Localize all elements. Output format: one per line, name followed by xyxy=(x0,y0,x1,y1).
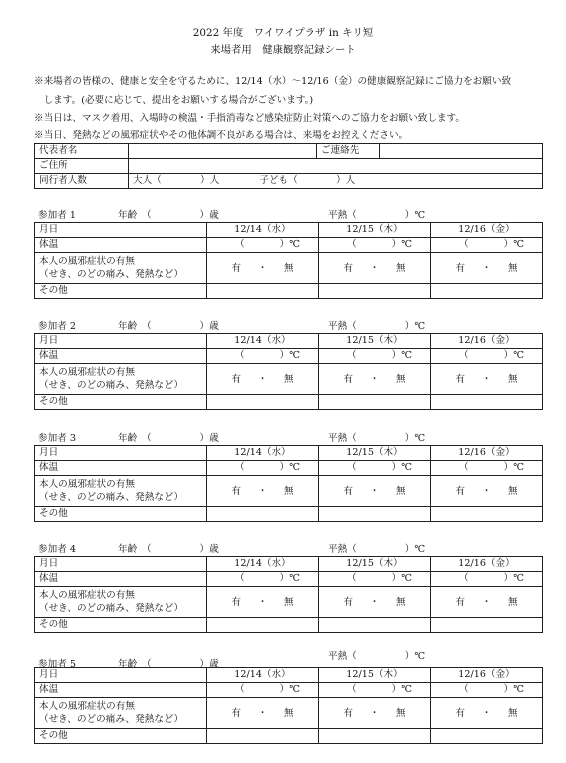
children-count-field[interactable]: 子ども（ ）人 xyxy=(259,175,356,186)
symptom-choice[interactable] xyxy=(431,364,543,395)
temp-close-paren: ）℃ xyxy=(279,350,300,361)
date-1216: 12/16（金） xyxy=(431,223,543,238)
temp-row-label: 体温 xyxy=(35,683,207,698)
participant-table xyxy=(34,333,543,410)
date-1215: 12/15（木） xyxy=(319,334,431,349)
participant-table xyxy=(34,445,543,522)
symptom-yes-option[interactable]: 有 xyxy=(343,373,353,385)
symptom-yes-option[interactable]: 有 xyxy=(455,707,465,719)
companions-label: 同行者人数 xyxy=(35,174,129,189)
participant-table xyxy=(34,222,543,299)
symptom-row-label xyxy=(35,253,207,284)
symptom-label-line1: 本人の風邪症状の有無 xyxy=(39,701,135,712)
symptom-choice[interactable] xyxy=(207,698,319,729)
symptom-no-option[interactable]: 無 xyxy=(508,707,518,719)
date-1214: 12/14（水） xyxy=(207,334,319,349)
note-line-2: します。(必要に応じて、提出をお願いする場合がございます。) xyxy=(34,95,314,106)
symptom-label-line1: 本人の風邪症状の有無 xyxy=(39,367,135,378)
symptom-no-option[interactable]: 無 xyxy=(284,707,294,719)
symptom-no-option[interactable]: 無 xyxy=(284,373,294,385)
symptom-yes-option[interactable]: 有 xyxy=(455,262,465,274)
symptom-no-option[interactable]: 無 xyxy=(396,707,406,719)
temp-field[interactable] xyxy=(207,461,319,476)
companions-field[interactable] xyxy=(129,174,543,189)
date-row-label: 月日 xyxy=(35,223,207,238)
note-line-1: ※来場者の皆様の、健康と安全を守るために、12/14（水）～12/16（金）の健康観察記録にご協力をお願い致 xyxy=(34,76,512,87)
sheet-title-event: 2022 年度 ワイワイプラザ in キリ短 xyxy=(192,27,374,39)
symptom-choice[interactable] xyxy=(319,476,431,507)
symptom-row-label xyxy=(35,364,207,395)
temp-row-label: 体温 xyxy=(35,461,207,476)
participant-age-field[interactable]: 年齢 （ ）歳 xyxy=(118,210,219,221)
temp-field[interactable] xyxy=(319,461,431,476)
temp-open-paren: （ xyxy=(235,239,245,250)
other-field[interactable] xyxy=(319,729,431,744)
other-row-label: その他 xyxy=(35,395,207,410)
symptom-row-label xyxy=(35,476,207,507)
temp-open-paren: （ xyxy=(235,350,245,361)
symptom-separator: ・ xyxy=(369,707,380,719)
temp-field[interactable] xyxy=(207,683,319,698)
other-field[interactable] xyxy=(431,507,543,522)
other-field[interactable] xyxy=(319,507,431,522)
symptom-no-option[interactable]: 無 xyxy=(508,262,518,274)
participant-normal-temp-field[interactable]: 平熱（ ）℃ xyxy=(328,651,426,662)
temp-field[interactable] xyxy=(319,238,431,253)
symptom-separator: ・ xyxy=(481,485,492,497)
date-1215: 12/15（木） xyxy=(319,446,431,461)
temp-close-paren: ）℃ xyxy=(503,350,524,361)
temp-field[interactable] xyxy=(319,349,431,364)
symptom-yes-option[interactable]: 有 xyxy=(455,596,465,608)
symptom-yes-option[interactable]: 有 xyxy=(343,707,353,719)
symptom-no-option[interactable]: 無 xyxy=(396,596,406,608)
symptom-label-line2: （せき、のどの痛み、発熱など） xyxy=(39,380,184,391)
participant-age-field[interactable]: 年齢 （ ）歳 xyxy=(118,659,219,670)
participant-normal-temp-field[interactable]: 平熱（ ）℃ xyxy=(328,321,426,332)
temp-open-paren: （ xyxy=(459,239,469,250)
participant-normal-temp-field[interactable]: 平熱（ ）℃ xyxy=(328,210,426,221)
temp-field[interactable] xyxy=(207,349,319,364)
contact-field[interactable] xyxy=(380,144,542,158)
temp-open-paren: （ xyxy=(347,462,357,473)
participant-label: 参加者 3 xyxy=(38,433,76,444)
representative-name-label: 代表者名 xyxy=(35,144,129,159)
date-1214: 12/14（水） xyxy=(207,668,319,683)
temp-close-paren: ）℃ xyxy=(279,462,300,473)
adults-count-field[interactable]: 大人（ ）人 xyxy=(133,175,220,186)
date-1214: 12/14（水） xyxy=(207,557,319,572)
symptom-yes-option[interactable]: 有 xyxy=(231,373,241,385)
symptom-no-option[interactable]: 無 xyxy=(396,373,406,385)
other-field[interactable] xyxy=(431,284,543,299)
temp-close-paren: ）℃ xyxy=(503,462,524,473)
date-row-label: 月日 xyxy=(35,557,207,572)
note-line-3: ※当日は、マスク着用、入場時の検温・手指消毒など感染症防止対策へのご協力をお願い致します。 xyxy=(34,113,465,124)
temp-open-paren: （ xyxy=(347,239,357,250)
symptom-choice[interactable] xyxy=(207,587,319,618)
symptom-separator: ・ xyxy=(257,262,268,274)
address-field[interactable] xyxy=(129,159,543,174)
symptom-no-option[interactable]: 無 xyxy=(284,596,294,608)
temp-open-paren: （ xyxy=(459,573,469,584)
symptom-separator: ・ xyxy=(369,373,380,385)
date-1216: 12/16（金） xyxy=(431,557,543,572)
temp-open-paren: （ xyxy=(235,462,245,473)
symptom-label-line2: （せき、のどの痛み、発熱など） xyxy=(39,492,184,503)
other-field[interactable] xyxy=(207,507,319,522)
temp-field[interactable] xyxy=(319,683,431,698)
date-1216: 12/16（金） xyxy=(431,334,543,349)
temp-close-paren: ）℃ xyxy=(503,239,524,250)
temp-field[interactable] xyxy=(207,238,319,253)
symptom-label-line2: （せき、のどの痛み、発熱など） xyxy=(39,269,184,280)
participant-normal-temp-field[interactable]: 平熱（ ）℃ xyxy=(328,433,426,444)
temp-close-paren: ）℃ xyxy=(279,684,300,695)
participant-label: 参加者 5 xyxy=(38,659,76,670)
temp-open-paren: （ xyxy=(347,573,357,584)
temp-field[interactable] xyxy=(207,572,319,587)
other-row-label: その他 xyxy=(35,507,207,522)
date-1215: 12/15（木） xyxy=(319,557,431,572)
other-field[interactable] xyxy=(319,618,431,633)
date-1215: 12/15（木） xyxy=(319,668,431,683)
symptom-no-option[interactable]: 無 xyxy=(396,485,406,497)
symptom-choice[interactable] xyxy=(207,476,319,507)
temp-close-paren: ）℃ xyxy=(279,573,300,584)
contact-cell[interactable] xyxy=(317,144,543,159)
participant-label: 参加者 4 xyxy=(38,544,76,555)
symptom-yes-option[interactable]: 有 xyxy=(343,485,353,497)
symptom-choice[interactable] xyxy=(431,253,543,284)
participant-label: 参加者 2 xyxy=(38,321,76,332)
note-line-4: ※当日、発熱などの風邪症状やその他体調不良がある場合は、来場をお控えください。 xyxy=(34,130,409,141)
participant-label: 参加者 1 xyxy=(38,210,76,221)
symptom-choice[interactable] xyxy=(431,476,543,507)
temp-close-paren: ）℃ xyxy=(391,239,412,250)
symptom-separator: ・ xyxy=(257,485,268,497)
symptom-separator: ・ xyxy=(481,373,492,385)
symptom-no-option[interactable]: 無 xyxy=(508,373,518,385)
other-field[interactable] xyxy=(207,395,319,410)
symptom-separator: ・ xyxy=(257,373,268,385)
symptom-separator: ・ xyxy=(481,707,492,719)
symptom-label-line2: （せき、のどの痛み、発熱など） xyxy=(39,603,184,614)
symptom-no-option[interactable]: 無 xyxy=(508,485,518,497)
symptom-yes-option[interactable]: 有 xyxy=(231,707,241,719)
participant-age-field[interactable]: 年齢 （ ）歳 xyxy=(118,321,219,332)
symptom-separator: ・ xyxy=(369,596,380,608)
symptom-choice[interactable] xyxy=(431,698,543,729)
temp-field[interactable] xyxy=(319,572,431,587)
symptom-no-option[interactable]: 無 xyxy=(284,485,294,497)
symptom-choice[interactable] xyxy=(319,698,431,729)
other-field[interactable] xyxy=(207,284,319,299)
temp-field[interactable] xyxy=(431,461,543,476)
temp-field[interactable] xyxy=(431,238,543,253)
representative-name-field[interactable] xyxy=(129,144,317,159)
temp-close-paren: ）℃ xyxy=(391,350,412,361)
other-field[interactable] xyxy=(431,729,543,744)
symptom-no-option[interactable]: 無 xyxy=(508,596,518,608)
participant-table xyxy=(34,667,543,744)
symptom-separator: ・ xyxy=(257,707,268,719)
participant-table xyxy=(34,556,543,633)
symptom-separator: ・ xyxy=(369,485,380,497)
symptom-label-line1: 本人の風邪症状の有無 xyxy=(39,256,135,267)
temp-field[interactable] xyxy=(431,349,543,364)
symptom-yes-option[interactable]: 有 xyxy=(455,373,465,385)
symptom-yes-option[interactable]: 有 xyxy=(343,262,353,274)
symptom-yes-option[interactable]: 有 xyxy=(231,596,241,608)
date-1216: 12/16（金） xyxy=(431,446,543,461)
temp-row-label: 体温 xyxy=(35,349,207,364)
symptom-row-label xyxy=(35,698,207,729)
date-1214: 12/14（水） xyxy=(207,223,319,238)
temp-close-paren: ）℃ xyxy=(391,462,412,473)
temp-open-paren: （ xyxy=(459,462,469,473)
temp-field[interactable] xyxy=(431,683,543,698)
symptom-yes-option[interactable]: 有 xyxy=(231,485,241,497)
symptom-separator: ・ xyxy=(369,262,380,274)
symptom-separator: ・ xyxy=(481,596,492,608)
participant-normal-temp-field[interactable]: 平熱（ ）℃ xyxy=(328,544,426,555)
temp-close-paren: ）℃ xyxy=(391,573,412,584)
other-row-label: その他 xyxy=(35,284,207,299)
symptom-yes-option[interactable]: 有 xyxy=(231,262,241,274)
temp-open-paren: （ xyxy=(235,573,245,584)
other-row-label: その他 xyxy=(35,729,207,744)
symptom-choice[interactable] xyxy=(207,253,319,284)
symptom-choice[interactable] xyxy=(319,253,431,284)
other-field[interactable] xyxy=(431,618,543,633)
symptom-choice[interactable] xyxy=(319,364,431,395)
date-row-label: 月日 xyxy=(35,446,207,461)
symptom-separator: ・ xyxy=(257,596,268,608)
other-field[interactable] xyxy=(207,729,319,744)
date-1214: 12/14（水） xyxy=(207,446,319,461)
symptom-yes-option[interactable]: 有 xyxy=(455,485,465,497)
symptom-choice[interactable] xyxy=(319,587,431,618)
date-row-label: 月日 xyxy=(35,668,207,683)
temp-row-label: 体温 xyxy=(35,572,207,587)
date-1215: 12/15（木） xyxy=(319,223,431,238)
symptom-no-option[interactable]: 無 xyxy=(284,262,294,274)
date-row-label: 月日 xyxy=(35,334,207,349)
temp-open-paren: （ xyxy=(459,350,469,361)
temp-open-paren: （ xyxy=(235,684,245,695)
temp-close-paren: ）℃ xyxy=(503,684,524,695)
sheet-title-record: 来場者用 健康観察記録シート xyxy=(210,44,356,56)
temp-open-paren: （ xyxy=(347,350,357,361)
temp-field[interactable] xyxy=(431,572,543,587)
symptom-separator: ・ xyxy=(481,262,492,274)
symptom-no-option[interactable]: 無 xyxy=(396,262,406,274)
other-field[interactable] xyxy=(207,618,319,633)
temp-row-label: 体温 xyxy=(35,238,207,253)
symptom-row-label xyxy=(35,587,207,618)
other-field[interactable] xyxy=(319,284,431,299)
temp-close-paren: ）℃ xyxy=(503,573,524,584)
symptom-choice[interactable] xyxy=(431,587,543,618)
symptom-yes-option[interactable]: 有 xyxy=(343,596,353,608)
address-label: ご住所 xyxy=(35,159,129,174)
date-1216: 12/16（金） xyxy=(431,668,543,683)
temp-close-paren: ）℃ xyxy=(391,684,412,695)
contact-label: ご連絡先 xyxy=(317,144,380,158)
other-field[interactable] xyxy=(319,395,431,410)
representative-info-table xyxy=(34,143,543,189)
temp-open-paren: （ xyxy=(347,684,357,695)
participant-age-field[interactable]: 年齢 （ ）歳 xyxy=(118,544,219,555)
symptom-label-line2: （せき、のどの痛み、発熱など） xyxy=(39,714,184,725)
other-row-label: その他 xyxy=(35,618,207,633)
other-field[interactable] xyxy=(431,395,543,410)
symptom-label-line1: 本人の風邪症状の有無 xyxy=(39,590,135,601)
symptom-label-line1: 本人の風邪症状の有無 xyxy=(39,479,135,490)
temp-open-paren: （ xyxy=(459,684,469,695)
participant-age-field[interactable]: 年齢 （ ）歳 xyxy=(118,433,219,444)
symptom-choice[interactable] xyxy=(207,364,319,395)
temp-close-paren: ）℃ xyxy=(279,239,300,250)
